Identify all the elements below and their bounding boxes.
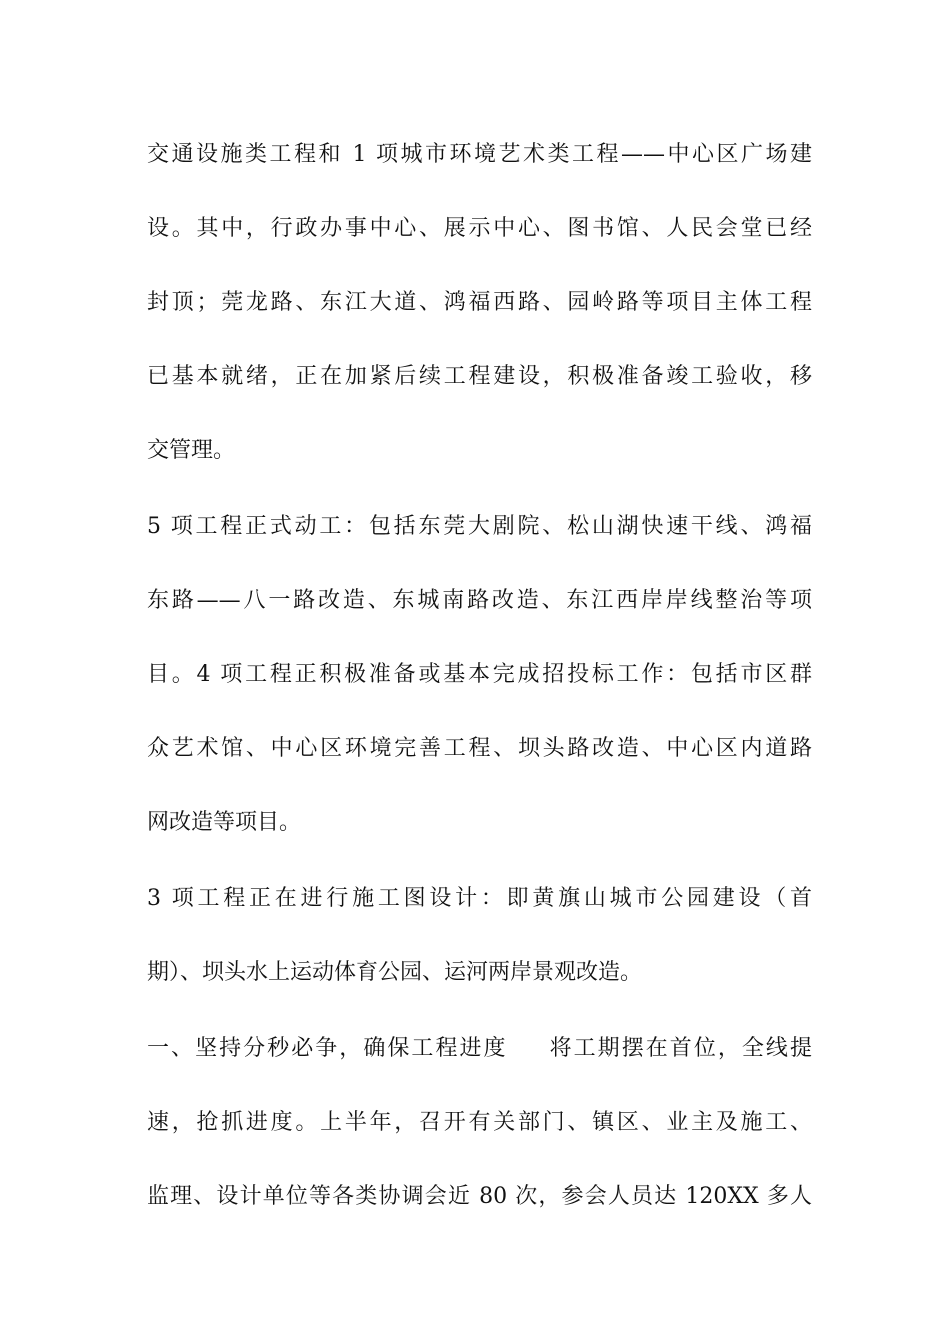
section-heading: 一、坚持分秒必争，确保工程进度 — [147, 1036, 508, 1061]
text-line: 期）、坝头水上运动体育公园、运河两岸景观改造。 — [147, 960, 643, 985]
text-line: 3 项工程正在进行施工图设计：即黄旗山城市公园建设（首 — [147, 886, 812, 911]
text-line: 网改造等项目。 — [147, 810, 302, 835]
text-line: 众艺术馆、中心区环境完善工程、坝头路改造、中心区内道路 — [147, 736, 812, 761]
section-heading-line — [147, 1034, 812, 1064]
text-line: 已基本就绪，正在加紧后续工程建设，积极准备竣工验收，移 — [147, 364, 812, 389]
text-line: 封顶；莞龙路、东江大道、鸿福西路、园岭路等项目主体工程 — [147, 290, 812, 315]
text-line: 目。4 项工程正积极准备或基本完成招投标工作：包括市区群 — [147, 662, 812, 687]
text-line: 交管理。 — [147, 438, 236, 463]
text-line: 交通设施类工程和 1 项城市环境艺术类工程——中心区广场建 — [147, 142, 812, 167]
text-line: 速，抢抓进度。上半年，召开有关部门、镇区、业主及施工、 — [147, 1110, 812, 1135]
section-heading-rest: 将工期摆在首位，全线提 — [547, 1036, 812, 1061]
text-line: 东路——八一路改造、东城南路改造、东江西岸岸线整治等项 — [147, 588, 812, 613]
text-line: 设。其中，行政办事中心、展示中心、图书馆、人民会堂已经 — [147, 216, 812, 241]
text-line: 监理、设计单位等各类协调会近 80 次，参会人员达 120XX 多人 — [147, 1184, 812, 1209]
text-line: 5 项工程正式动工：包括东莞大剧院、松山湖快速干线、鸿福 — [147, 514, 812, 539]
